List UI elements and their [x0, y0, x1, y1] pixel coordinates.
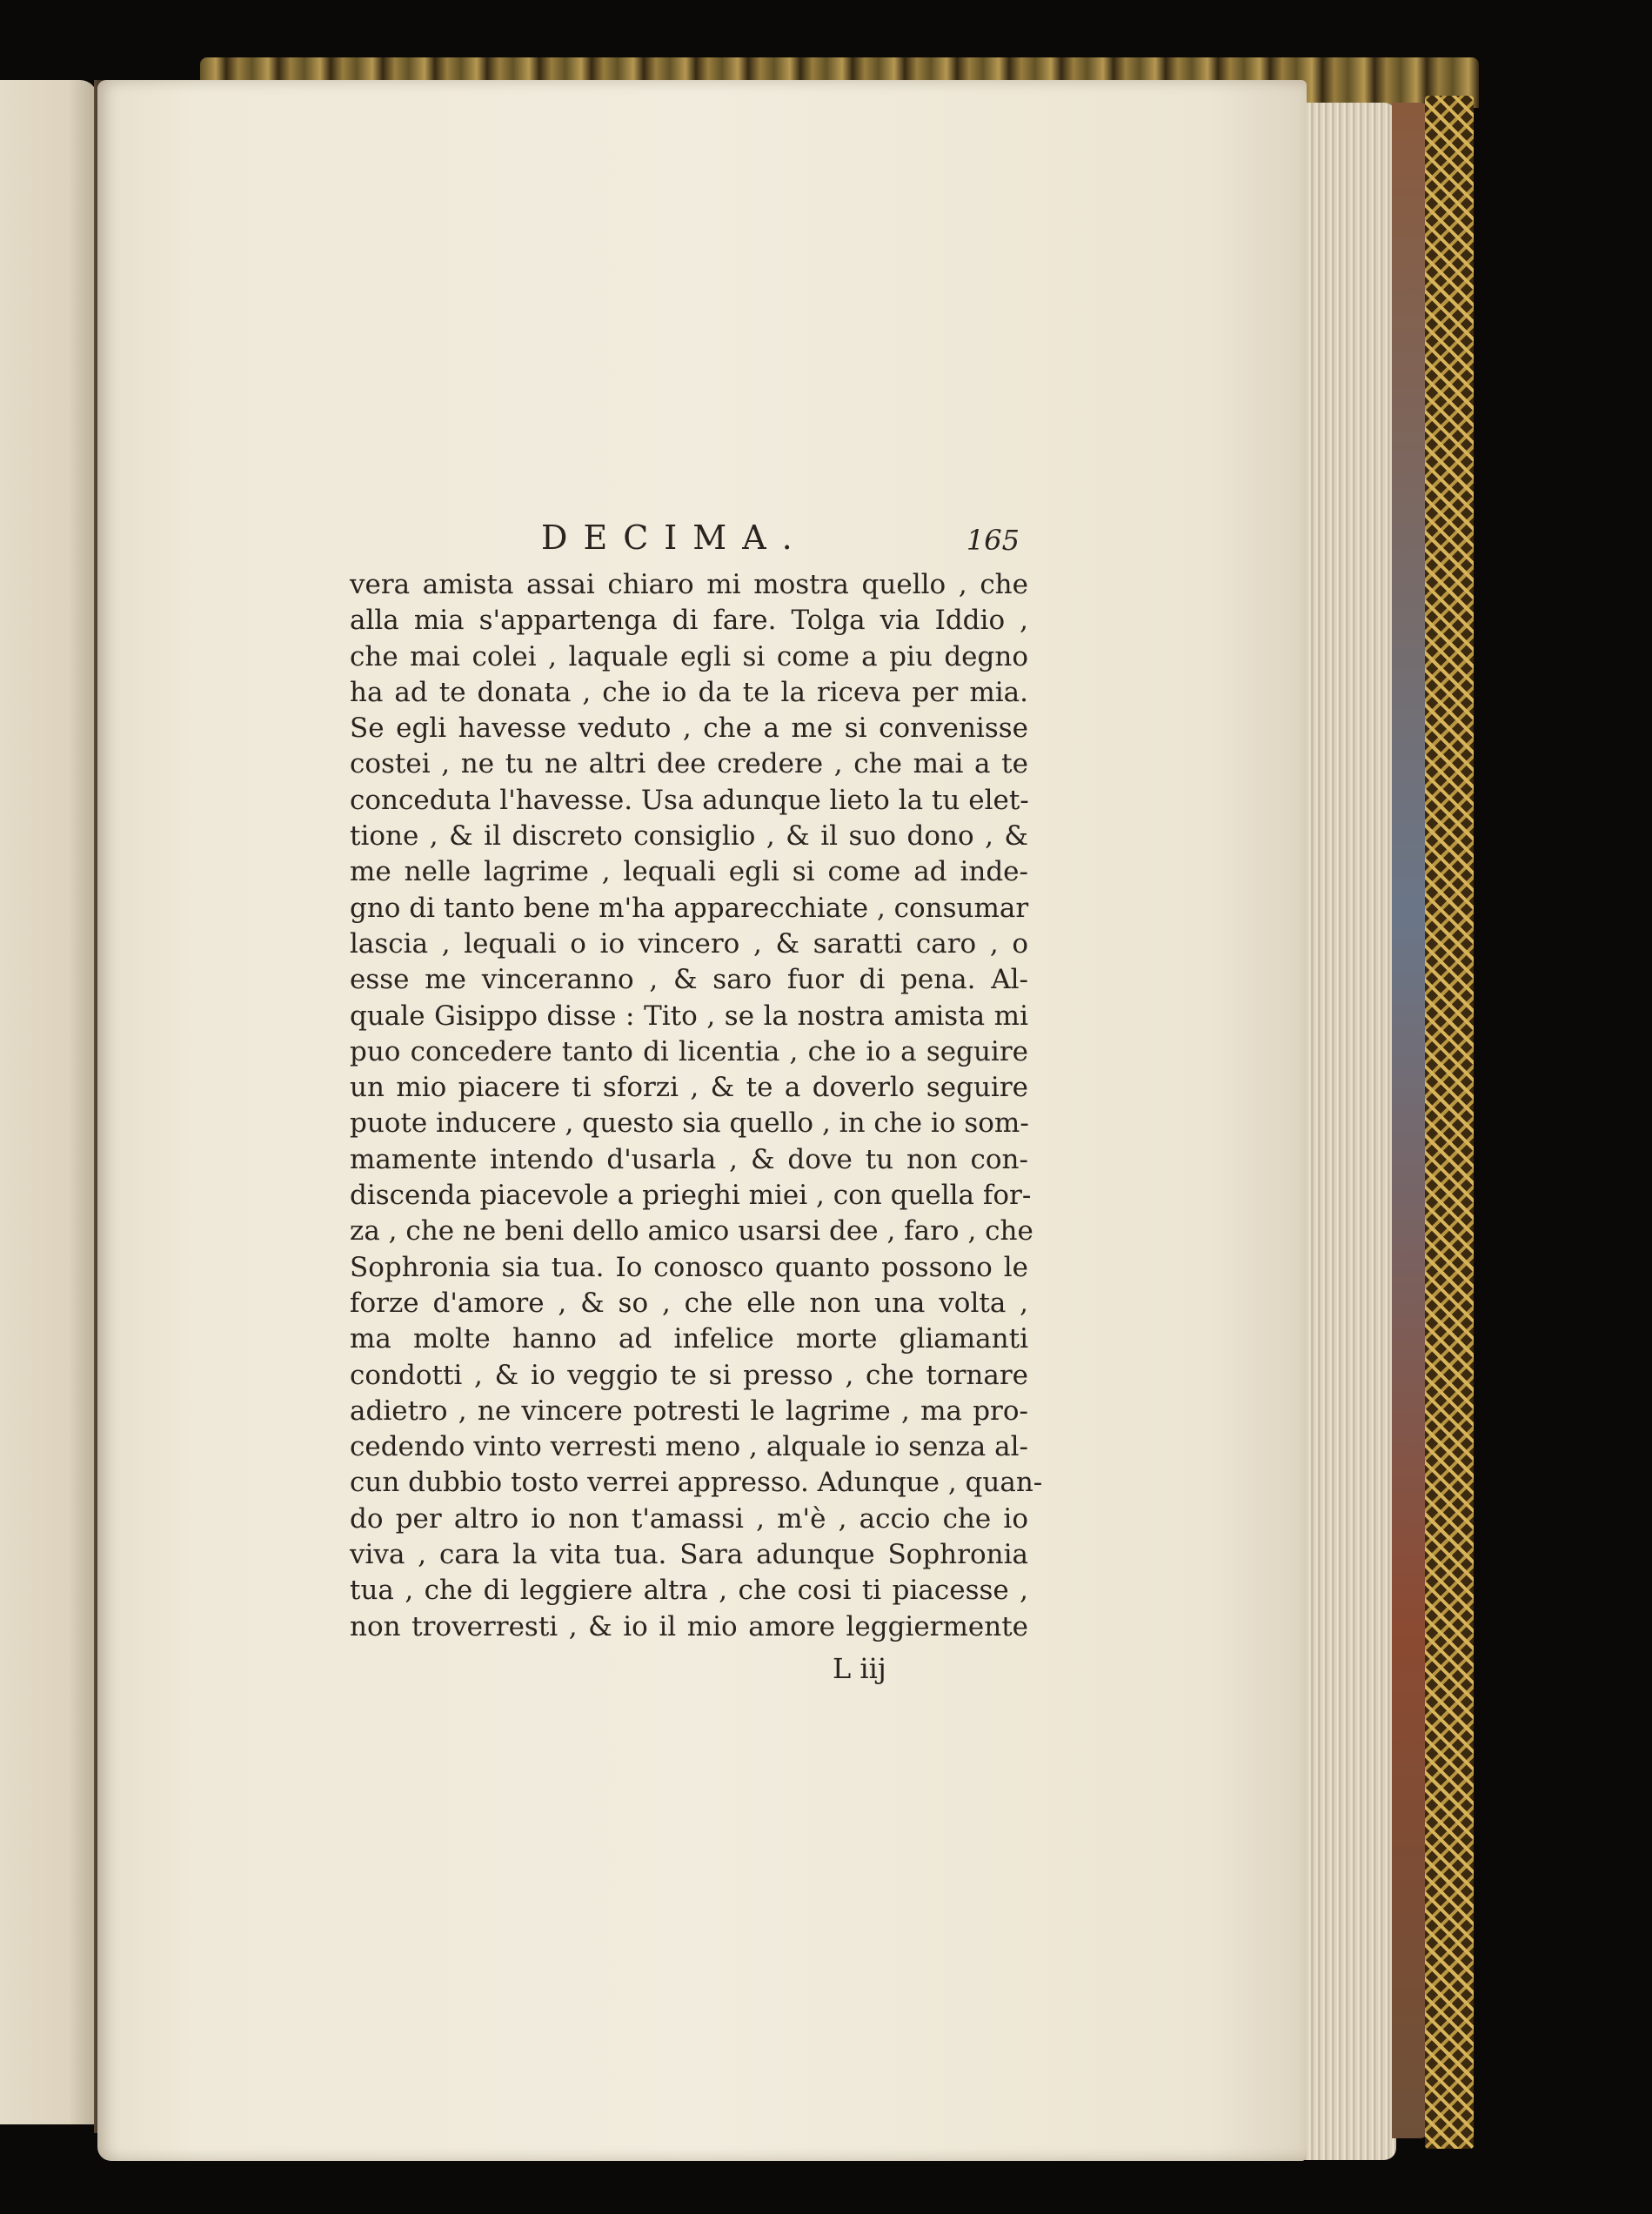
text-line: forze d'amore , & so , che elle non una volta , [350, 1287, 1028, 1319]
text-line: ma molte hanno ad infelice morte gliamanti [350, 1323, 1028, 1355]
text-line: tione , & il discreto consiglio , & il suo dono , & [350, 820, 1028, 853]
text-line: viva , cara la vita tua. Sara adunque Sophronia [350, 1539, 1028, 1571]
text-line: gno di tanto bene m'ha apparecchiate , consumar [350, 892, 1029, 924]
text-line: cedendo vinto verresti meno , alquale io senza al- [350, 1431, 1028, 1463]
text-line: discenda piacevole a prieghi miei , con quella for- [350, 1180, 1032, 1212]
page-number: 165 [966, 524, 1020, 557]
text-line: lascia , lequali o io vincero , & saratti caro , o [350, 927, 1028, 960]
text-line: za , che ne beni dello amico usarsi dee , faro , che [350, 1215, 1033, 1247]
text-line: me nelle lagrime , lequali egli si come ad inde- [350, 856, 1028, 888]
text-line: cun dubbio tosto verrei appresso. Adunque , quan- [350, 1467, 1043, 1499]
text-line: adietro , ne vincere potresti le lagrime , ma pro- [350, 1395, 1028, 1427]
text-line: quale Gisippo disse : Tito , se la nostra amista mi [350, 1000, 1028, 1032]
text-line: costei , ne tu ne altri dee credere , che mai a te [350, 748, 1028, 780]
text-line: condotti , & io veggio te si presso , che tornare [350, 1359, 1028, 1391]
left-facing-page [0, 80, 97, 2124]
page-header [350, 515, 1028, 567]
gilt-spine-border [1425, 96, 1474, 2149]
text-line: un mio piacere ti sforzi , & te a doverlo seguire [350, 1072, 1028, 1104]
text-line: puo concedere tanto di licentia , che io a seguire [350, 1035, 1028, 1067]
text-line: ha ad te donata , che io da te la riceva per mia. [350, 676, 1028, 708]
text-line: puote inducere , questo sia quello , in che io som- [350, 1107, 1029, 1140]
text-line: alla mia s'appartenga di fare. Tolga via Iddio , [350, 605, 1028, 637]
signature-mark [350, 1645, 1028, 1689]
text-line: Se egli havesse veduto , che a me si convenisse [350, 712, 1028, 745]
text-line: che mai colei , laquale egli si come a piu degno [350, 640, 1028, 672]
running-head: DECIMA. [541, 518, 808, 557]
signature-text: L iij [833, 1651, 886, 1685]
text-block [350, 515, 1043, 1689]
text-line: non troverresti , & io il mio amore leggiermente [350, 1610, 1028, 1642]
text-line: vera amista assai chiaro mi mostra quello , che [350, 569, 1028, 600]
text-line: Sophronia sia tua. Io conosco quanto possono le [350, 1251, 1028, 1283]
text-line: do per altro io non t'amassi , m'è , accio che io [350, 1502, 1028, 1535]
cover-edge [1392, 103, 1428, 2138]
text-line: mamente intendo d'usarla , & dove tu non con- [350, 1143, 1028, 1175]
text-line: esse me vinceranno , & saro fuor di pena. Al- [350, 964, 1028, 996]
text-line: tua , che di leggiere altra , che cosi ti piacesse , [350, 1575, 1028, 1607]
right-page [97, 80, 1307, 2161]
body-text [350, 567, 1043, 1645]
text-line: conceduta l'havesse. Usa adunque lieto la tu elet- [350, 784, 1029, 816]
